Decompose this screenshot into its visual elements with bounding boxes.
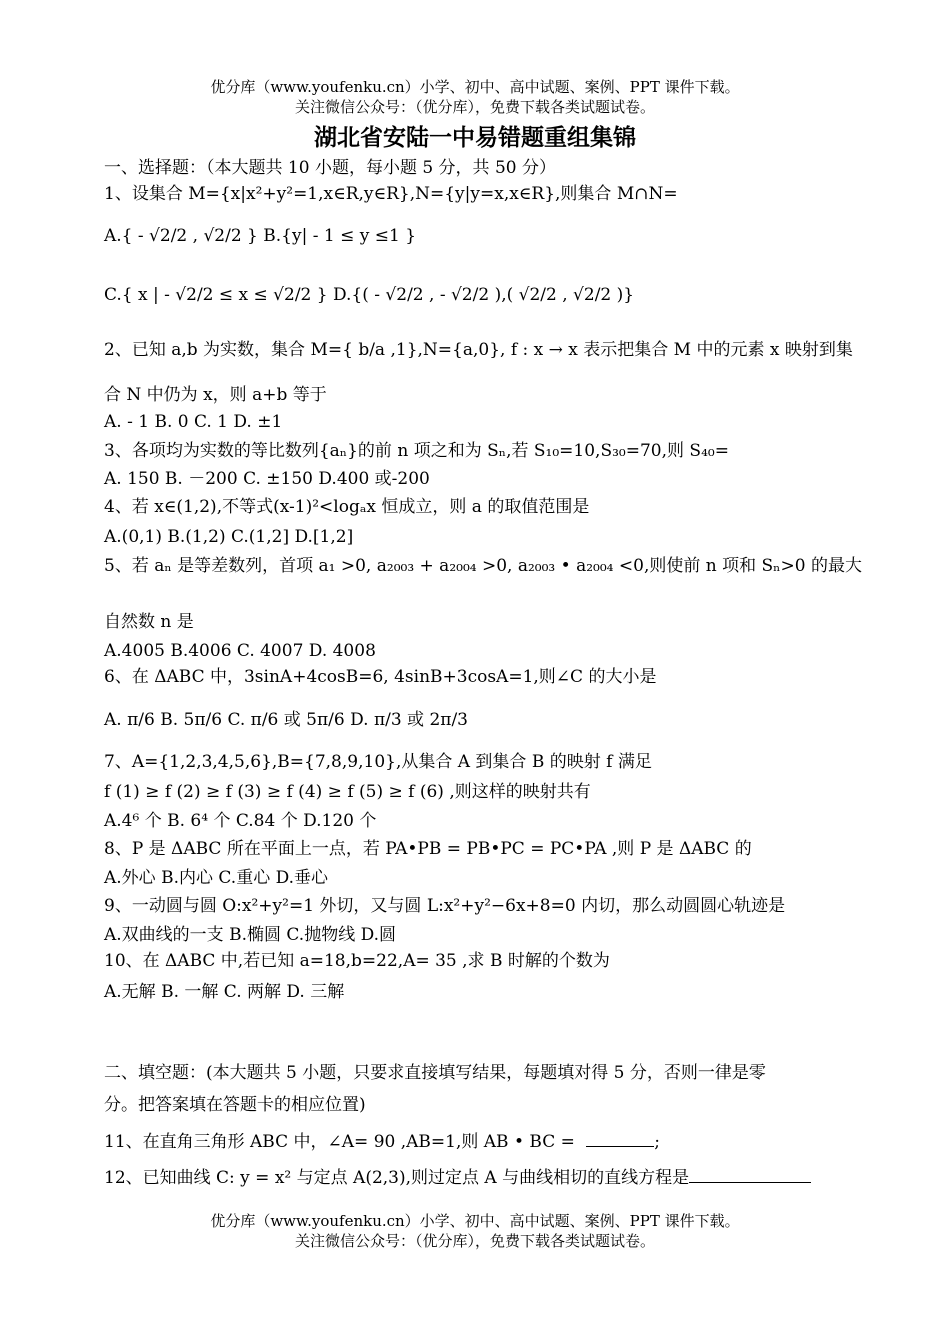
question-4: 4、若 x∈(1,2),不等式(x-1)²<logₐx 恒成立，则 a 的取值范围是 [104,497,590,517]
question-8: 8、P 是 ΔABC 所在平面上一点，若 PA•PB = PB•PC = PC•PA ,则 P 是 ΔABC 的 [104,839,752,859]
question-11 [104,1130,660,1152]
question-7-options: A.4⁶ 个 B. 6⁴ 个 C.84 个 D.120 个 [104,811,377,831]
question-2-cont: 合 N 中仍为 x，则 a+b 等于 [104,385,327,405]
question-1-options-cd: C.{ x | - √2/2 ≤ x ≤ √2/2 } D.{( - √2/2 , - √2/2 ),( √2/2 , √2/2 )} [104,285,635,305]
header-line-1: 优分库（www.youfenku.cn）小学、初中、高中试题、案例、PPT 课件下载。 [210,78,740,96]
question-6: 6、在 ΔABC 中，3sinA+4cosB=6, 4sinB+3cosA=1,则∠C 的大小是 [104,667,657,687]
question-2: 2、已知 a,b 为实数，集合 M={ b/a ,1},N={a,0}, f : x → x 表示把集合 M 中的元素 x 映射到集 [104,340,853,360]
question-9-options: A.双曲线的一支 B.椭圆 C.抛物线 D.圆 [104,925,397,945]
question-6-options: A. π/6 B. 5π/6 C. π/6 或 5π/6 D. π/3 或 2π/3 [104,710,468,730]
question-5-options: A.4005 B.4006 C. 4007 D. 4008 [104,641,376,661]
header-line-2: 关注微信公众号：（优分库），免费下载各类试题试卷。 [294,98,655,116]
question-12-answer-blank[interactable] [689,1166,811,1183]
question-3: 3、各项均为实数的等比数列{aₙ}的前 n 项之和为 Sₙ,若 S₁₀=10,S₃₀=70,则 S₄₀= [104,441,729,461]
section-2-heading: 二、填空题：(本大题共 5 小题，只要求直接填写结果，每题填对得 5 分，否则一律是零 [104,1063,766,1083]
question-12-text: 12、已知曲线 C: y = x² 与定点 A(2,3),则过定点 A 与曲线相切的直线方程是 [104,1168,690,1188]
question-11-answer-blank[interactable] [586,1130,654,1147]
footer-line-1: 优分库（www.youfenku.cn）小学、初中、高中试题、案例、PPT 课件下载。 [210,1212,740,1230]
question-2-options: A. - 1 B. 0 C. 1 D. ±1 [104,412,283,432]
question-1-options-ab: A.{ - √2/2 , √2/2 } B.{y| - 1 ≤ y ≤1 } [104,226,417,246]
question-10-options: A.无解 B. 一解 C. 两解 D. 三解 [104,982,345,1002]
page-title: 湖北省安陆一中易错题重组集锦 [314,124,636,151]
question-7-cont: f (1) ≥ f (2) ≥ f (3) ≥ f (4) ≥ f (5) ≥ f (6) ,则这样的映射共有 [104,782,591,802]
question-5-cont: 自然数 n 是 [104,612,194,632]
question-4-options: A.(0,1) B.(1,2) C.(1,2] D.[1,2] [104,527,354,547]
question-1: 1、设集合 M={x|x²+y²=1,x∈R,y∈R},N={y|y=x,x∈R},则集合 M∩N= [104,184,678,204]
question-5: 5、若 aₙ 是等差数列，首项 a₁ >0, a₂₀₀₃ + a₂₀₀₄ >0, a₂₀₀₃ • a₂₀₀₄ <0,则使前 n 项和 Sₙ>0 的最大 [104,556,862,576]
question-7: 7、A={1,2,3,4,5,6},B={7,8,9,10},从集合 A 到集合 B 的映射 f 满足 [104,752,652,772]
question-12 [104,1166,811,1188]
question-8-options: A.外心 B.内心 C.重心 D.垂心 [104,868,329,888]
question-11-end: ; [654,1132,660,1152]
section-1-heading: 一、选择题：（本大题共 10 小题，每小题 5 分，共 50 分） [104,158,557,178]
question-3-options: A. 150 B. －200 C. ±150 D.400 或-200 [104,469,430,489]
question-10: 10、在 ΔABC 中,若已知 a=18,b=22,A= 35 ,求 B 时解的个数为 [104,951,610,971]
question-9: 9、一动圆与圆 O:x²+y²=1 外切，又与圆 L:x²+y²−6x+8=0 内切，那么动圆圆心轨迹是 [104,896,786,916]
question-11-text: 11、在直角三角形 ABC 中，∠A= 90 ,AB=1,则 AB • BC = [104,1132,575,1152]
footer-line-2: 关注微信公众号：（优分库），免费下载各类试题试卷。 [294,1232,655,1250]
section-2-heading-cont: 分。把答案填在答题卡的相应位置) [104,1095,366,1115]
